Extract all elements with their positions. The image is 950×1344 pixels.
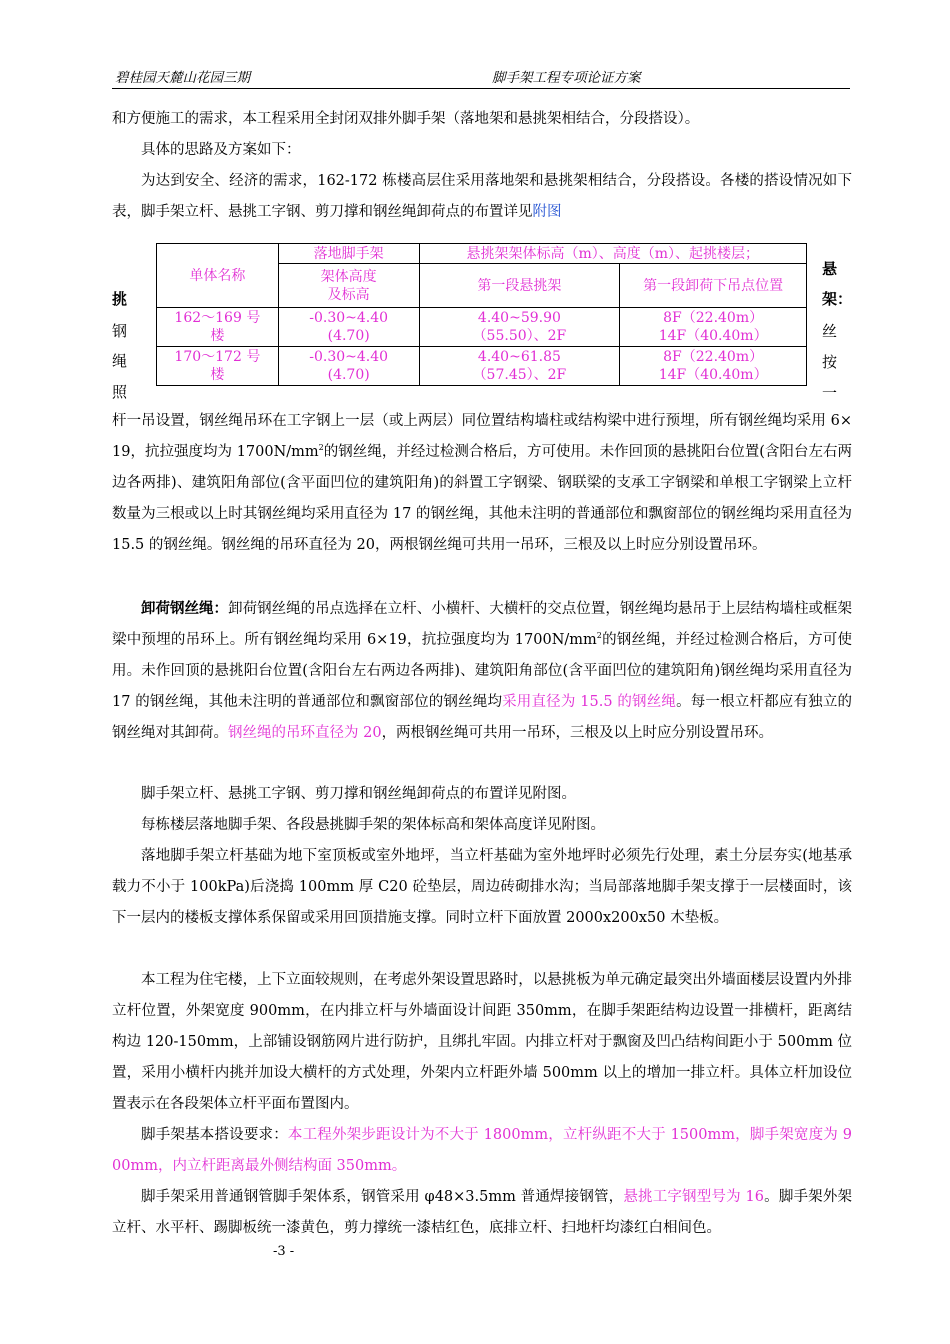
cell-line: 4.40~61.85 [477, 349, 561, 365]
page-header [112, 66, 850, 89]
paragraph-7: 每栋楼层落地脚手架、各段悬挑脚手架的架体标高和架体高度详见附图。 [141, 817, 605, 833]
paragraph-4 [112, 406, 852, 561]
cell-line: 170～172 号 [174, 349, 261, 365]
scaffold-table [156, 243, 807, 386]
paragraph-10-lead: 脚手架基本搭设要求： [141, 1127, 288, 1143]
figure-link[interactable]: 附图 [532, 204, 562, 220]
cell-line: -0.30~4.40 [309, 310, 389, 326]
paragraph-5-text: 卸荷钢丝绳的吊点选择在立杆、小横杆、大横杆的交点位置，钢丝绳均悬吊于上层结构墙柱或框架梁中预埋的吊环上。所有钢丝绳均采用 6×19，抗拉强度均为 1700N/mm [112, 601, 852, 648]
paragraph-11 [112, 1182, 852, 1244]
paragraph-5-text: 的钢丝绳，并经过检测合格后，方可使用。未作回顶的悬挑阳台位置(含阳台左右两边各两排)、建筑阳角部位(含平面凹位的建筑阳角)钢丝绳均采用直径为 17 的钢丝绳，其他未注明的普通部位和飘窗部位的钢丝绳均 [112, 632, 853, 710]
paragraph-2: 具体的思路及方案如下： [141, 142, 301, 158]
table-header-height-line: 架体高度 [320, 268, 377, 285]
cell-line: 楼 [210, 328, 225, 344]
highlight-text: 钢丝绳的吊环直径为 20 [228, 725, 382, 741]
paragraph-4-text: 杆一吊设置，钢丝绳吊环在工字钢上一层（或上两层）同位置结构墙柱或结构梁中进行预埋，所有钢丝绳均采用 6×19，抗拉强度均为 1700N/mm [112, 413, 852, 460]
table-cell-hang [620, 308, 807, 347]
cell-line: （57.45）、2F [472, 367, 567, 383]
table-header-height [278, 264, 419, 308]
side-right-char: 悬 [822, 260, 838, 278]
side-left-char: 挑 [112, 290, 128, 308]
highlight-text: 本工程外架步距设计为不大于 1800mm，立杆纵距不大于 1500mm，脚手架宽度为 900mm，内立杆距离最外侧结构面 350mm。 [112, 1127, 853, 1174]
side-left-char: 钢 [112, 322, 128, 340]
paragraph-8: 落地脚手架立杆基础为地下室顶板或室外地坪，当立杆基础为室外地坪时必须先行处理，素土分层夯实(地基承载力不小于 100kPa)后浇捣 100mm 厚 C20 砼垫层，周边砖砌排水沟；当局部落地脚手架支撑于一层楼面时，该下一层内的楼板支撑体系保留或采用回顶措施支撑。同时立杆下面放置 2000x200x50 木垫板。 [112, 848, 852, 926]
table-header-ground: 落地脚手架 [278, 244, 419, 264]
paragraph-3 [112, 166, 852, 228]
paragraph-11-text: 脚手架采用普通钢管脚手架体系，钢管采用 φ48×3.5mm 普通焊接钢管， [141, 1189, 624, 1205]
table-cell-unit [157, 347, 279, 386]
table-cell-segment [419, 347, 620, 386]
paragraph-10 [112, 1120, 852, 1182]
highlight-text: 悬挑工字钢型号为 16 [623, 1189, 764, 1205]
header-project-name: 碧桂园天麓山花园三期 [115, 70, 250, 86]
paragraph-9: 本工程为住宅楼，上下立面较规则，在考虑外架设置思路时，以悬挑板为单元确定最突出外墙面楼层设置内外排立杆位置，外架宽度 900mm，在内排立杆与外墙面设计间距 350mm，在脚手架距结构边设置一排横杆，距离结构边 120-150mm，上部铺设钢筋网片进行防护，且绑扎牢固。内排立杆对于飘窗及凹凸结构间距小于 500mm 位置，采用小横杆内挑并加设大横杆的方式处理，外架内立杆距外墙 500mm 以上的增加一排立杆。具体立杆加设位置表示在各段架体立杆平面布置图内。 [112, 972, 852, 1112]
table-row [157, 308, 807, 347]
paragraph-11-text: 。脚手架外架立杆、水平杆、踢脚板统一漆黄色，剪力撑统一漆桔红色，底排立杆、扫地杆均漆红白相间色。 [112, 1189, 853, 1236]
superscript: 2 [596, 631, 602, 640]
paragraph-5 [112, 593, 852, 749]
cell-line: (4.70) [327, 328, 370, 344]
cell-line: 14F（40.40m） [658, 367, 768, 383]
paragraph-5-lead: 卸荷钢丝绳： [141, 600, 229, 617]
superscript: 2 [318, 443, 324, 452]
cell-line: 楼 [210, 367, 225, 383]
table-cell-ground [278, 347, 419, 386]
table-cell-hang [620, 347, 807, 386]
cell-line: -0.30~4.40 [309, 349, 389, 365]
table-header-segment: 第一段悬挑架 [419, 264, 620, 308]
table-cell-unit [157, 308, 279, 347]
page-number: -3 - [273, 1244, 295, 1259]
table-row [157, 347, 807, 386]
paragraph-5-text: 。每一根立杆都应有独立的钢丝绳对其卸荷。 [112, 694, 852, 741]
side-right-char: 架： [822, 290, 853, 308]
table-header-hang-point: 第一段卸荷下吊点位置 [620, 264, 807, 308]
paragraph-4-text: 的钢丝绳，并经过检测合格后，方可使用。未作回顶的悬挑阳台位置(含阳台左右两边各两排)、建筑阳角部位(含平面凹位的建筑阳角)的斜置工字钢梁、钢联梁的支承工字钢梁和单根工字钢梁上立杆数量为三根或以上时其钢丝绳均采用直径为 17 的钢丝绳，其他未注明的普通部位和飘窗部位的钢丝绳均采用直径为 15.5 的钢丝绳。钢丝绳的吊环直径为 20，两根钢丝绳可共用一吊环，三根及以上时应分别设置吊环。 [112, 444, 852, 553]
table-cell-segment [419, 308, 620, 347]
paragraph-5-text: ，两根钢丝绳可共用一吊环，三根及以上时应分别设置吊环。 [381, 725, 774, 741]
side-right-char: 一 [822, 384, 838, 402]
side-left-char: 绳 [112, 352, 128, 370]
side-left-char: 照 [112, 383, 128, 401]
table-header-unit: 单体名称 [157, 244, 279, 308]
cell-line: (4.70) [327, 367, 370, 383]
header-document-title: 脚手架工程专项论证方案 [492, 70, 641, 86]
side-right-char: 丝 [822, 322, 838, 340]
table-cell-ground [278, 308, 419, 347]
cell-line: 8F（22.40m） [663, 310, 764, 326]
paragraph-3-text: 为达到安全、经济的需求，162-172 栋楼高层住采用落地架和悬挑架相结合，分段搭设。各楼的搭设情况如下表，脚手架立杆、悬挑工字钢、剪刀撑和钢丝绳卸荷点的布置详见 [112, 173, 852, 220]
cell-line: 162～169 号 [174, 310, 261, 326]
highlight-text: 采用直径为 15.5 的钢丝绳 [502, 694, 677, 710]
table-header-cantilever: 悬挑架架体标高（m）、高度（m）、起挑楼层； [419, 244, 806, 264]
paragraph-1: 和方便施工的需求，本工程采用全封闭双排外脚手架（落地架和悬挑架相结合，分段搭设）。 [112, 111, 700, 127]
cell-line: 14F（40.40m） [658, 328, 768, 344]
cell-line: （55.50）、2F [472, 328, 567, 344]
cell-line: 8F（22.40m） [663, 349, 764, 365]
side-right-char: 按 [822, 353, 838, 371]
table-header-height-line: 及标高 [327, 286, 370, 303]
paragraph-6: 脚手架立杆、悬挑工字钢、剪刀撑和钢丝绳卸荷点的布置详见附图。 [141, 786, 576, 802]
cell-line: 4.40~59.90 [477, 310, 561, 326]
